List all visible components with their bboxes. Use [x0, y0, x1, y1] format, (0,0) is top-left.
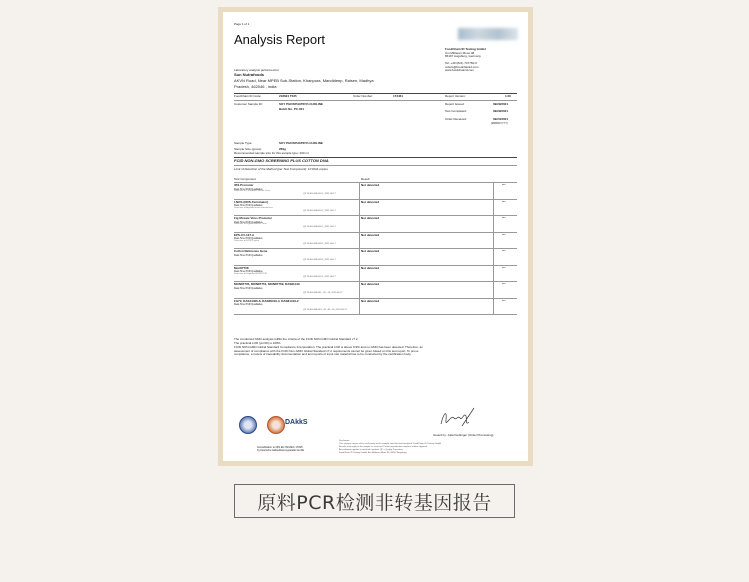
column-divider: [493, 298, 494, 315]
result-mark: ***: [502, 249, 506, 253]
lab-address-line2: 86167 Augsburg, Germany: [445, 54, 481, 59]
quality-procedure: QP 26 EU-GM-010.1_2021-06-17: [303, 275, 336, 278]
column-divider: [493, 281, 494, 298]
quality-procedure: QP 26 EU-GM-041, -42, -16_2021-06-17: [303, 292, 343, 294]
column-divider: [493, 248, 494, 265]
result-mark: ***: [502, 216, 506, 220]
result-mark: ***: [502, 232, 506, 237]
test-component-header: Test Component: [234, 177, 256, 181]
client-name: Sun Nutrafoods: [234, 72, 264, 77]
lab-address-line1: Am Mittleren Moos 48: [445, 50, 475, 55]
test-result: Not detected: [361, 199, 380, 204]
foodchain-id-label: FoodChain ID Code:: [234, 94, 262, 98]
report-title: Analysis Report: [234, 32, 326, 47]
test-result: Not detected: [361, 282, 380, 286]
quality-procedure: QP 26 EU-GM-009.1_2021-06-17: [303, 259, 336, 261]
customer-sample-id-label: Customer Sample ID:: [234, 102, 263, 106]
column-divider: [359, 199, 360, 216]
client-address-line1: AKVN Road, Near MPEB Sub-Station, Khanpura, Mandideep, Raisen, Madhya: [234, 78, 374, 83]
date-format-note: (MM/DD/YYYY): [491, 122, 508, 125]
column-divider: [493, 232, 494, 249]
test-result: Not detected: [361, 232, 380, 237]
lab-email: orders@foodchainid.com: [445, 64, 479, 69]
performed-for-label: Laboratory analysis performed for: [234, 68, 279, 72]
lab-logo: [458, 28, 518, 40]
test-method: Real-Time PCR Qualitative: [234, 220, 263, 224]
test-result: Not detected: [361, 249, 380, 253]
result-mark: ***: [502, 183, 506, 187]
column-divider: [359, 281, 360, 298]
column-divider: [359, 298, 360, 315]
result-header: Result: [361, 177, 370, 181]
document-frame: [218, 7, 533, 466]
test-method: Real-Time PCR Qualitative: [234, 237, 263, 241]
footer-line5: FoodChain ID Testing GmbH, Am Mittleren Moos 48, 86167 Augsburg: [339, 452, 407, 454]
footer-line2: This analysis report refers exclusively to the sample specified and analyzed. FoodChain ID Testing GmbH: [339, 443, 442, 445]
column-divider: [359, 265, 360, 282]
accreditation-line2: by Deutsche Akkreditierungsstelle GmbH: [257, 449, 305, 453]
screening-title: FCID NON-GMO SCREENING PLUS COTTON DNA: [234, 158, 329, 163]
conclusion-line3: FCID NON-GMO Global Standard Compliance Interpretation: The practical LOD is above 0.9% and no GMO has been detected. Therefore, an: [234, 345, 423, 349]
test-component-name: MON87705, MON87751, MON87769, DAS81419: [234, 282, 300, 286]
order-number-value: 173461: [393, 94, 404, 98]
column-divider: [359, 182, 360, 199]
footer-line3: Results only apply to the sample as received. Partial reproduction requires written approval.: [339, 446, 428, 448]
test-component-name: 35S Promoter: [234, 183, 254, 187]
accreditation-line1: Accreditation to DIN EN ISO/IEC 17025: [257, 446, 303, 449]
test-method: Real-Time PCR Qualitative: [234, 187, 263, 191]
column-divider: [359, 232, 360, 249]
analysis-report-page: [223, 12, 528, 461]
report-issued-value: 09/29/2021: [493, 102, 509, 106]
lod-note: Limit of Detection of the Method (per Test Component): 10 DNA copies: [234, 167, 328, 171]
batch-number: Batch No. PC-001: [279, 107, 305, 111]
order-number-label: Order Number:: [353, 94, 374, 98]
footer-line4: Accreditation applies to methods marked. QP = Quality Procedure.: [339, 449, 404, 451]
result-mark: ***: [502, 265, 506, 270]
test-method: Real-Time PCR Qualitative: [234, 204, 263, 208]
page-number: Page 1 of 1: [234, 22, 250, 26]
test-completed-value: 09/29/2021: [493, 109, 509, 113]
test-completed-label: Test Completed:: [445, 109, 467, 113]
test-result: Not detected: [361, 216, 380, 220]
lab-website: www.foodchainid.com: [445, 68, 475, 73]
result-mark: ***: [502, 199, 506, 204]
quality-procedure: QP 26 EU-GM-004.1_2021-06-17: [303, 193, 336, 195]
test-reference: Detection of Figwort Mosaic Virus: [234, 223, 267, 226]
test-reference: Detection of Agrobacterium tumefaciens: [234, 206, 273, 209]
client-address-line2: Pradesh, 462046 , India: [234, 84, 277, 89]
divider: [234, 165, 517, 166]
sample-type-label: Sample Type:: [234, 141, 253, 145]
row-divider: [234, 314, 517, 315]
test-method: Real-Time PCR Qualitative: [234, 303, 263, 307]
lab-telephone: Tel: +49 (821) 747760-0: [445, 61, 477, 65]
test-component-name: FG72, DAS44406-6, DAS68416-4, DAS81419-2: [234, 298, 299, 303]
test-component-name: Cotton Reference Gene: [234, 249, 268, 253]
sample-size-value: 269g: [279, 147, 286, 151]
test-component-name: EPS-CV-127-A: [234, 232, 255, 237]
test-method: Real-Time PCR Qualitative: [234, 286, 263, 290]
lab-name: FoodChain ID Testing GmbH: [445, 47, 486, 51]
quality-procedure: QP 26 EU-GM-006.1_2021-06-17: [303, 226, 336, 228]
quality-procedure: QP 26 EU-GM-043, -44, -45, -46_2021-06-17: [303, 308, 347, 311]
dakks-logo-text: DAkkS: [285, 419, 308, 426]
recommended-sample-size: Recommended sample size for this sample type: 200 ml: [234, 151, 309, 155]
column-divider: [493, 182, 494, 199]
test-reference: Detection of Cauliflower Mosaic Virus: [234, 190, 271, 193]
test-result: Not detected: [361, 183, 380, 187]
accreditation-seal: [239, 416, 257, 434]
column-divider: [493, 265, 494, 282]
conclusion-line1: The conducted GMO analysis fulfills the criteria of the FCID NON-GMO Global Standard v7.2.: [234, 337, 359, 341]
column-divider: [493, 199, 494, 216]
signature: [438, 406, 478, 432]
report-version-label: Report Version:: [445, 94, 466, 98]
column-divider: [359, 248, 360, 265]
column-divider: [359, 215, 360, 232]
conclusion-line4: assessment of compliance with the FCID Non-GMO Global Standard v7.2 requirements cannot be given based on this test report. To prove: [234, 348, 419, 353]
test-reference: Detection of EPSPS gene: [234, 239, 260, 242]
issued-by: Issued by: Julia Kiebinger (Order Processing): [433, 433, 494, 437]
result-mark: ***: [502, 282, 506, 286]
order-received-label: Order Received:: [445, 117, 467, 121]
divider: [234, 93, 517, 94]
test-component-name: t-NOS (NOS-Terminator): [234, 199, 269, 204]
quality-procedure: QP 26 EU-GM-008.1_2021-06-17: [303, 242, 336, 245]
sample-type-value: SOY PHOSPHATIDYLCHOLINE: [279, 141, 323, 145]
conclusion-line5: compliance, a review of traceability documentation and test reports of input raw material has to be conducted by the certification body.: [234, 352, 412, 357]
test-component-name: Fig Mosaic Virus Promoter: [234, 216, 272, 220]
divider: [234, 100, 517, 101]
test-method: Real-Time PCR Qualitative: [234, 253, 263, 257]
customer-sample-id-value: SOY PHOSPHATIDYLCHOLINE: [279, 102, 323, 106]
sample-size-label: Sample Size (gross):: [234, 147, 262, 151]
test-reference: Detection of Soybean MON87708: [234, 272, 267, 275]
column-divider: [493, 215, 494, 232]
test-method: Real-Time PCR Qualitative: [234, 270, 263, 274]
test-result: Not detected: [361, 265, 380, 270]
test-result: Not detected: [361, 298, 380, 303]
order-received-value: 09/24/2021: [493, 117, 509, 121]
foodchain-id-value: 218624 T035: [279, 94, 297, 98]
conclusion-line2: The practical LOD (pLOD) is 100%.: [234, 341, 282, 345]
report-issued-label: Report Issued:: [445, 102, 465, 106]
dakks-seal: [267, 416, 285, 434]
result-mark: ***: [502, 298, 506, 303]
quality-procedure: QP 26 EU-GM-004.1_2021-06-17: [303, 209, 336, 212]
footer-line1: Disclaimer:: [339, 440, 350, 442]
caption-label: 原料PCR检测非转基因报告: [234, 484, 515, 518]
test-component-name: Mon87708: [234, 265, 249, 270]
report-version-value: 1.00: [505, 94, 511, 98]
